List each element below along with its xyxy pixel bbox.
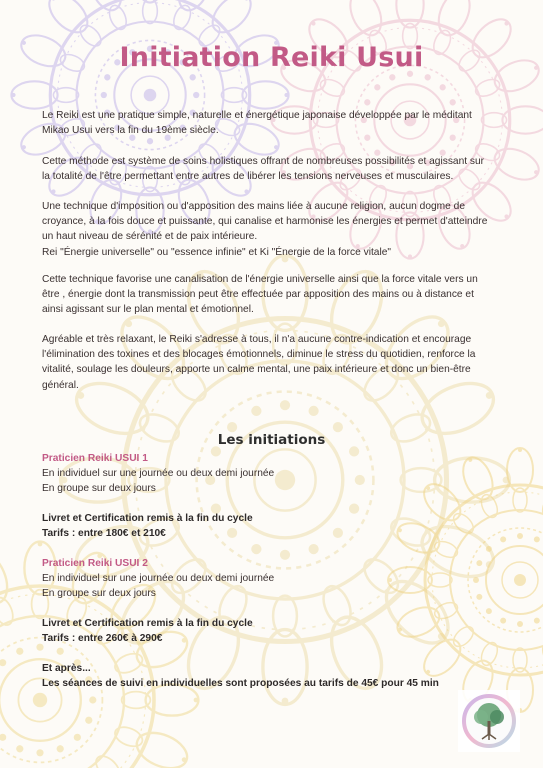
text-line: l'élimination des toxines et des blocages émotionnels, diminue le stress du quotidien, renforce la bbox=[42, 349, 476, 361]
level2-certification: Livret et Certification remis à la fin du cycle bbox=[42, 618, 253, 629]
text-line: Agréable et très relaxant, le Reiki s'adresse à tous, il n'a aucune contre-indication et encourage bbox=[42, 334, 472, 345]
initiations-heading: Les initiations bbox=[217, 432, 326, 448]
after-heading: Et après... bbox=[42, 663, 91, 674]
text-line: Mikao Usui vers la fin du 19ème siècle. bbox=[42, 125, 219, 137]
tree-of-life-logo bbox=[458, 690, 520, 752]
text-line: Rei "Énergie universelle" ou "essence infinie" et Ki "Énergie de la force vitale" bbox=[42, 246, 392, 258]
text-line: Une technique d'imposition ou d'apposition des mains liée à aucune religion, aucun dogme de bbox=[42, 201, 465, 212]
level2-individual: En individuel sur une journée ou deux demi journée bbox=[42, 573, 275, 584]
level1-certification: Livret et Certification remis à la fin du cycle bbox=[42, 513, 253, 524]
level2-price: Tarifs : entre 260€ à 290€ bbox=[42, 633, 163, 644]
level2-heading: Praticien Reiki USUI 2 bbox=[42, 558, 148, 569]
text-line: croyance, à la fois douce et puissante, qui canalise et harmonise les énergies et permet d'atteindre bbox=[42, 216, 488, 228]
level2-group: En groupe sur deux jours bbox=[42, 588, 156, 599]
technique-paragraph bbox=[42, 199, 504, 260]
followup-sessions: Les séances de suivi en individuelles sont proposées au tarifs de 45€ pour 45 min bbox=[42, 678, 439, 689]
text-line: Le Reiki est une pratique simple, naturelle et énergétique japonaise développée par le méditant bbox=[42, 110, 472, 121]
level1-heading: Praticien Reiki USUI 1 bbox=[42, 453, 148, 464]
page-title: Initiation Reiki Usui bbox=[119, 42, 424, 73]
level1-individual: En individuel sur une journée ou deux demi journée bbox=[42, 468, 275, 479]
text-line: général. bbox=[42, 379, 79, 391]
text-line: être , énergie dont la transmission peut être effectuée par apposition des mains ou à distance et bbox=[42, 289, 474, 301]
text-line: un haut niveau de sérénité et de paix intérieure. bbox=[42, 231, 258, 243]
intro-paragraph bbox=[42, 108, 504, 138]
text-line: Cette technique favorise une canalisation de l'énergie universelle ainsi que la force vitale vers un bbox=[42, 274, 478, 285]
text-line: la totalité de l'être permettant entre autres de libérer les tensions nerveuses et musculaires. bbox=[42, 171, 454, 183]
energy-paragraph bbox=[42, 272, 504, 318]
level1-group: En groupe sur deux jours bbox=[42, 483, 156, 494]
benefits-paragraph bbox=[42, 332, 504, 393]
text-line: vitalité, soulage les douleurs, apporte un calme mental, une paix intérieure et donc un bien-être bbox=[42, 364, 471, 376]
text-line: Cette méthode est système de soins holistiques offrant de nombreuses possibilités et agissant sur bbox=[42, 156, 485, 167]
method-paragraph bbox=[42, 154, 504, 184]
level1-price: Tarifs : entre 180€ et 210€ bbox=[42, 528, 166, 539]
text-line: ainsi agissant sur le plan mental et émotionnel. bbox=[42, 304, 254, 316]
